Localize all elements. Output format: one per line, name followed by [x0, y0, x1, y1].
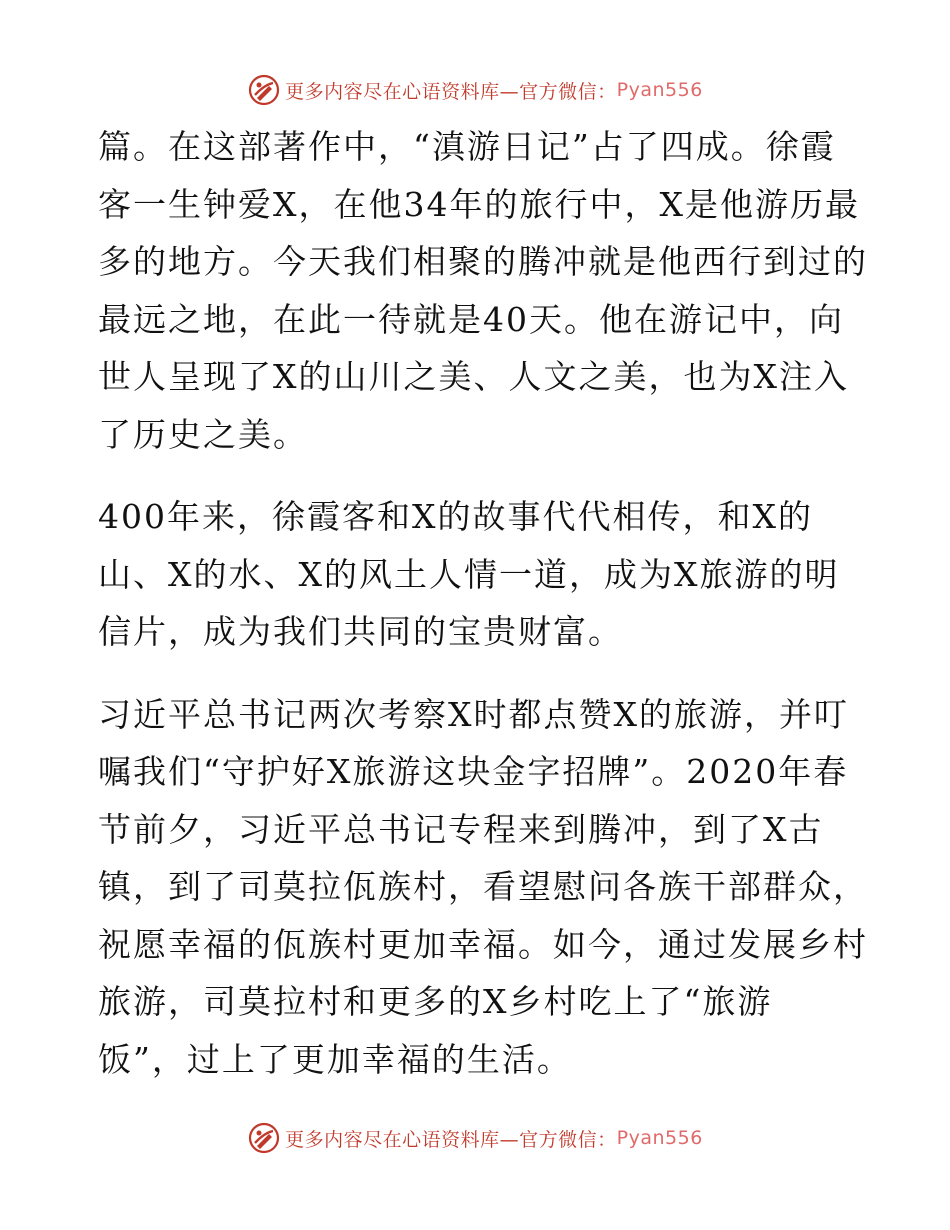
text-line: 旅游，司莫拉村和更多的X乡村吃上了“旅游: [98, 982, 773, 1021]
text-line: 篇。在这部著作中，“滇游日记”占了四成。徐霞: [98, 127, 836, 166]
text-line: 客一生钟爱X，在他34年的旅行中，X是他游历最: [98, 184, 860, 224]
watermark-header: [0, 70, 950, 110]
text-line: 山、X的水、X的风土人情一道，成为X旅游的明: [98, 554, 840, 594]
watermark-text: 更多内容尽在心语资料库—官方微信：: [285, 80, 617, 103]
text-line: 世人呈现了X的山川之美、人文之美，也为X注入: [98, 357, 849, 396]
paragraph-xu-xiake-travels: [98, 118, 868, 463]
watermark-wechat-id: Pyan556: [616, 1127, 703, 1149]
paragraph-400-years-story: [98, 488, 868, 661]
text-line: 了历史之美。: [98, 414, 308, 454]
watermark-footer: [0, 1118, 950, 1158]
red-book-pen-logo-icon: [247, 73, 281, 107]
watermark-content: [247, 73, 703, 107]
text-line: 400年来，徐霞客和X的故事代代相传，和X的: [98, 497, 813, 536]
text-line: 习近平总书记两次考察X时都点赞X的旅游，并叮: [98, 694, 849, 734]
watermark-wechat-id: Pyan556: [616, 79, 703, 101]
text-line: 祝愿幸福的佤族村更加幸福。如今，通过发展乡村: [98, 924, 868, 964]
text-line: 饭”，过上了更加幸福的生活。: [98, 1039, 572, 1079]
watermark-text: 更多内容尽在心语资料库—官方微信：: [285, 1128, 617, 1151]
text-line: 节前夕，习近平总书记专程来到腾冲，到了X古: [98, 809, 824, 849]
watermark-content: [247, 1121, 703, 1155]
red-book-pen-logo-icon: [247, 1121, 281, 1155]
text-line: 镇，到了司莫拉佤族村，看望慰问各族干部群众，: [98, 867, 868, 906]
text-line: 信片，成为我们共同的宝贵财富。: [98, 612, 623, 651]
text-line: 多的地方。今天我们相聚的腾冲就是他西行到过的: [98, 242, 868, 281]
text-line: 最远之地，在此一待就是40天。他在游记中，向: [98, 299, 844, 339]
document-body: [98, 118, 868, 1088]
paragraph-tourism-golden-brand: [98, 686, 868, 1089]
text-line: 嘱我们“守护好X旅游这块金字招牌”。2020年春: [98, 752, 849, 791]
